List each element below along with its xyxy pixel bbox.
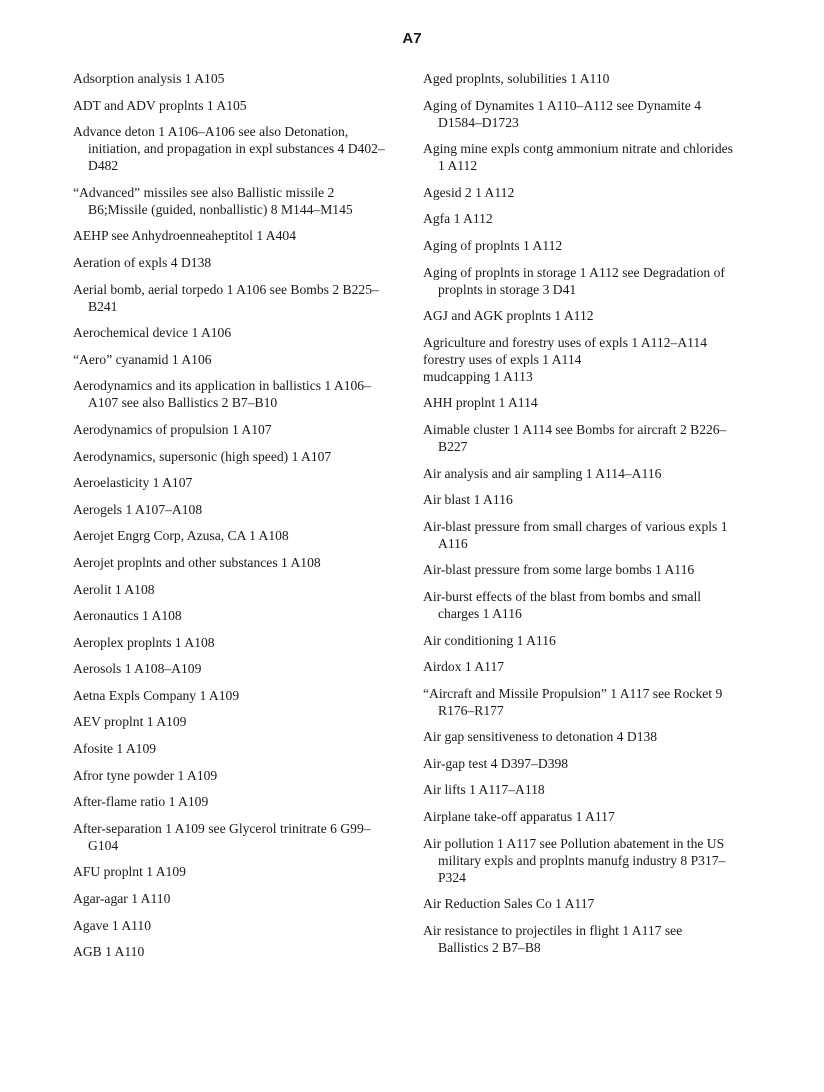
index-entry — [423, 264, 733, 298]
index-entry — [423, 394, 733, 411]
index-entry — [423, 755, 733, 772]
index-entry — [423, 97, 733, 131]
page-number: A7 — [402, 30, 422, 47]
index-entry-text: Air-burst effects of the blast from bombs and small charges 1 A116 — [423, 588, 702, 621]
index-entry — [73, 660, 393, 677]
index-entry-text: Aeronautics 1 A108 — [73, 608, 182, 624]
index-entry-text: Advance deton 1 A106–A106 see also Detonation, initiation, and propagation in expl substances 4 D402–D482 — [73, 124, 385, 174]
index-entry-text: “Aero” cyanamid 1 A106 — [73, 351, 212, 367]
index-entry — [423, 728, 733, 745]
index-entry — [423, 922, 733, 956]
index-entry-text: Agfa 1 A112 — [423, 211, 493, 227]
index-entry — [73, 820, 393, 854]
index-entry — [73, 793, 393, 810]
index-entry-text: AEV proplnt 1 A109 — [73, 714, 187, 730]
index-entry-text: “Advanced” missiles see also Ballistic missile 2 B6;Missile (guided, nonballistic) 8 M144–M145 — [73, 184, 353, 217]
index-entry-text: Air lifts 1 A117–A118 — [423, 782, 545, 798]
index-entry — [73, 740, 393, 757]
index-entry-text: Aerolit 1 A108 — [73, 581, 155, 597]
index-entry — [423, 334, 733, 385]
index-entry-text: AGJ and AGK proplnts 1 A112 — [423, 308, 594, 324]
index-entry-text: Aging mine expls contg ammonium nitrate and chlorides 1 A112 — [423, 141, 733, 174]
index-entry — [73, 254, 393, 271]
index-entry — [73, 123, 393, 174]
index-entry — [423, 184, 733, 201]
index-entry — [423, 808, 733, 825]
index-entry-text: Agar-agar 1 A110 — [73, 891, 171, 907]
index-entry-text: Agave 1 A110 — [73, 917, 152, 933]
index-entry-text: AFU proplnt 1 A109 — [73, 864, 186, 880]
index-entry-text: Aerosols 1 A108–A109 — [73, 661, 202, 677]
index-entry — [73, 184, 393, 218]
index-entry — [73, 863, 393, 880]
index-entry-text: Agriculture and forestry uses of expls 1 A112–A114 — [423, 334, 708, 350]
index-entry-text: ADT and ADV proplnts 1 A105 — [73, 97, 247, 113]
index-entry — [423, 210, 733, 227]
index-entry-text: Aimable cluster 1 A114 see Bombs for aircraft 2 B226–B227 — [423, 421, 727, 454]
index-entry-text: “Aircraft and Missile Propulsion” 1 A117 see Rocket 9 R176–R177 — [423, 685, 723, 718]
index-entry — [73, 227, 393, 244]
index-entry-text: AGB 1 A110 — [73, 944, 145, 960]
index-entry-text: After-separation 1 A109 see Glycerol trinitrate 6 G99–G104 — [73, 820, 371, 853]
index-entry — [73, 687, 393, 704]
index-column-right — [423, 70, 733, 965]
index-entry-text: Air Reduction Sales Co 1 A117 — [423, 896, 595, 912]
index-entry — [73, 917, 393, 934]
index-entry-text: AHH proplnt 1 A114 — [423, 395, 538, 411]
index-entry — [423, 658, 733, 675]
index-entry — [423, 632, 733, 649]
index-entry — [73, 70, 393, 87]
index-entry-text: Agesid 2 1 A112 — [423, 184, 515, 200]
index-entry — [423, 561, 733, 578]
index-entry-text: Air-blast pressure from some large bombs 1 A116 — [423, 562, 695, 578]
index-entry — [73, 554, 393, 571]
index-entry-text: Airplane take-off apparatus 1 A117 — [423, 809, 615, 825]
index-entry — [423, 421, 733, 455]
index-entry — [423, 518, 733, 552]
index-entry-text: Aeroelasticity 1 A107 — [73, 475, 193, 491]
index-entry-text: Air-blast pressure from small charges of various expls 1 A116 — [423, 518, 728, 551]
index-entry — [73, 421, 393, 438]
index-entry — [73, 474, 393, 491]
index-entry — [73, 448, 393, 465]
index-entry-text: Aetna Expls Company 1 A109 — [73, 687, 240, 703]
index-entry-text: Aerial bomb, aerial torpedo 1 A106 see Bombs 2 B225–B241 — [73, 281, 379, 314]
index-entry — [423, 588, 733, 622]
index-entry-text: Air blast 1 A116 — [423, 492, 513, 508]
index-entry-text: Aeration of expls 4 D138 — [73, 254, 212, 270]
index-entry-text: Afosite 1 A109 — [73, 741, 157, 757]
index-entry — [73, 634, 393, 651]
index-entry — [73, 377, 393, 411]
index-entry-text: Air conditioning 1 A116 — [423, 632, 556, 648]
index-subentry-text: mudcapping 1 A113 — [423, 368, 533, 384]
index-entry-text: Afror tyne powder 1 A109 — [73, 767, 218, 783]
index-entry-text: Aerodynamics of propulsion 1 A107 — [73, 421, 272, 437]
index-entry — [73, 943, 393, 960]
index-entry — [73, 527, 393, 544]
index-entry — [73, 97, 393, 114]
index-entry — [73, 767, 393, 784]
index-entry-text: Aged proplnts, solubilities 1 A110 — [423, 71, 610, 86]
index-entry — [73, 281, 393, 315]
index-entry — [73, 713, 393, 730]
index-entry-text: Air-gap test 4 D397–D398 — [423, 755, 569, 771]
index-entry — [423, 307, 733, 324]
index-entry — [73, 581, 393, 598]
index-entry-text: Aerogels 1 A107–A108 — [73, 501, 203, 517]
index-entry — [73, 324, 393, 341]
index-entry-text: Adsorption analysis 1 A105 — [73, 71, 225, 86]
index-entry-text: Aging of proplnts 1 A112 — [423, 237, 563, 253]
index-entry-text: AEHP see Anhydroenneaheptitol 1 A404 — [73, 228, 297, 244]
index-entry-text: Air resistance to projectiles in flight 1 A117 see Ballistics 2 B7–B8 — [423, 922, 683, 955]
index-entry-text: Aerodynamics and its application in ballistics 1 A106–A107 see also Ballistics 2 B7–B10 — [73, 378, 371, 411]
index-entry — [423, 140, 733, 174]
index-entry — [73, 607, 393, 624]
index-entry — [423, 781, 733, 798]
index-entry-text: Air gap sensitiveness to detonation 4 D138 — [423, 729, 658, 745]
index-entry-text: Airdox 1 A117 — [423, 659, 505, 675]
index-entry-text: Aging of proplnts in storage 1 A112 see Degradation of proplnts in storage 3 D41 — [423, 264, 725, 297]
index-entry-text: Aerochemical device 1 A106 — [73, 325, 232, 341]
index-entry — [423, 70, 733, 87]
index-entry — [423, 685, 733, 719]
index-entry — [423, 237, 733, 254]
index-entry-text: Aerodynamics, supersonic (high speed) 1 A107 — [73, 448, 332, 464]
index-entry — [73, 351, 393, 368]
index-subentry-text: forestry uses of expls 1 A114 — [423, 351, 582, 367]
index-entry-text: Aeroplex proplnts 1 A108 — [73, 634, 215, 650]
index-entry-text: After-flame ratio 1 A109 — [73, 794, 209, 810]
index-entry-text: Air pollution 1 A117 see Pollution abatement in the US military expls and proplnts manufg industry 8 P317–P324 — [423, 835, 726, 885]
index-entry-text: Aging of Dynamites 1 A110–A112 see Dynamite 4 D1584–D1723 — [423, 97, 702, 130]
index-entry — [73, 890, 393, 907]
index-entry-text: Air analysis and air sampling 1 A114–A116 — [423, 465, 662, 481]
index-entry-text: Aerojet proplnts and other substances 1 A108 — [73, 554, 321, 570]
index-column-left — [73, 70, 393, 970]
index-entry — [423, 895, 733, 912]
index-entry — [73, 501, 393, 518]
index-entry-text: Aerojet Engrg Corp, Azusa, CA 1 A108 — [73, 528, 289, 544]
index-entry — [423, 465, 733, 482]
index-entry — [423, 835, 733, 886]
index-entry — [423, 491, 733, 508]
